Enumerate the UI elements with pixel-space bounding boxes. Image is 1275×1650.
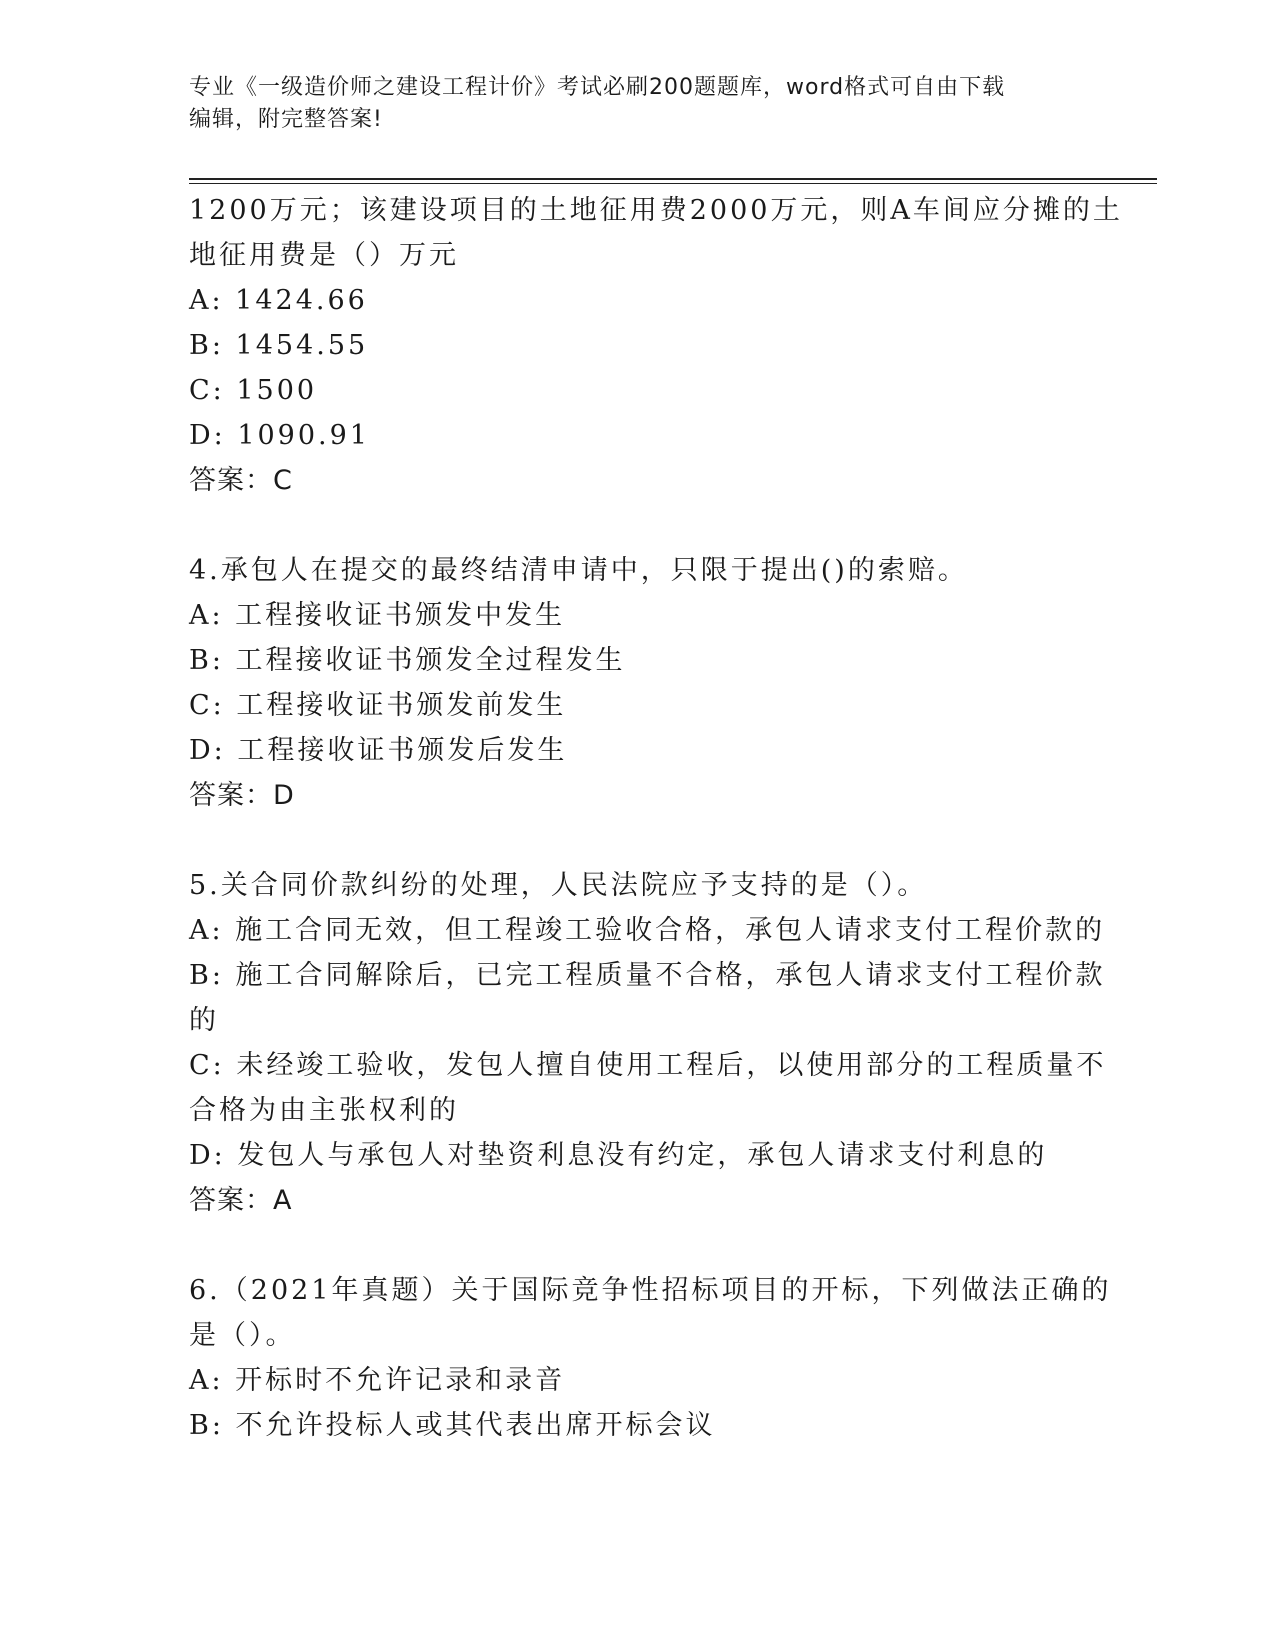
option-c: C: 工程接收证书颁发前发生 xyxy=(189,690,567,721)
question-spacer xyxy=(189,503,1089,548)
option-a: A: 工程接收证书颁发中发生 xyxy=(189,600,566,631)
option-c: C: 1500 xyxy=(189,375,318,406)
question-list xyxy=(189,188,1123,1448)
option-b-continued: 的 xyxy=(189,1005,219,1036)
option-b: B: 工程接收证书颁发全过程发生 xyxy=(189,645,626,676)
option-b: B: 不允许投标人或其代表出席开标会议 xyxy=(189,1410,716,1441)
option-c: C: 未经竣工验收，发包人擅自使用工程后，以使用部分的工程质量不 xyxy=(189,1050,1107,1081)
question-stem: 4.承包人在提交的最终结清申请中，只限于提出()的索赔。 xyxy=(189,555,968,586)
option-a: A: 1424.66 xyxy=(189,285,368,316)
answer-line: 答案：C xyxy=(189,465,293,496)
header-line-1: 专业《一级造价师之建设工程计价》考试必刷200题题库，word格式可自由下载 xyxy=(189,75,1006,100)
option-c-continued: 合格为由主张权利的 xyxy=(189,1095,459,1126)
option-a: A: 开标时不允许记录和录音 xyxy=(189,1365,566,1396)
question-6 xyxy=(189,1268,1112,1448)
option-a: A: 施工合同无效，但工程竣工验收合格，承包人请求支付工程价款的 xyxy=(189,915,1106,946)
header-rule-thin xyxy=(189,183,1157,184)
option-d: D: 发包人与承包人对垫资利息没有约定，承包人请求支付利息的 xyxy=(189,1140,1048,1171)
question-spacer xyxy=(189,818,1089,863)
header-line-2: 编辑，附完整答案! xyxy=(189,107,383,132)
option-b: B: 施工合同解除后，已完工程质量不合格，承包人请求支付工程价款 xyxy=(189,960,1106,991)
question-stem-continued: 地征用费是（）万元 xyxy=(189,240,459,271)
answer-line: 答案：A xyxy=(189,1185,293,1216)
question-stem-continued: 是（）。 xyxy=(189,1320,296,1351)
option-b: B: 1454.55 xyxy=(189,330,369,361)
question-stem: 5.关合同价款纠纷的处理，人民法院应予支持的是（）。 xyxy=(189,870,928,901)
question-stem: 1200万元；该建设项目的土地征用费2000万元，则A车间应分摊的土 xyxy=(189,195,1123,226)
header-rule-thick xyxy=(189,178,1157,180)
answer-line: 答案：D xyxy=(189,780,295,811)
question-4 xyxy=(189,548,1089,818)
option-d: D: 工程接收证书颁发后发生 xyxy=(189,735,568,766)
document-header xyxy=(189,72,1069,136)
question-3 xyxy=(189,188,1123,503)
question-5 xyxy=(189,863,1107,1223)
option-d: D: 1090.91 xyxy=(189,420,370,451)
question-spacer xyxy=(189,1223,1089,1268)
question-stem: 6.（2021年真题）关于国际竞争性招标项目的开标，下列做法正确的 xyxy=(189,1275,1112,1306)
